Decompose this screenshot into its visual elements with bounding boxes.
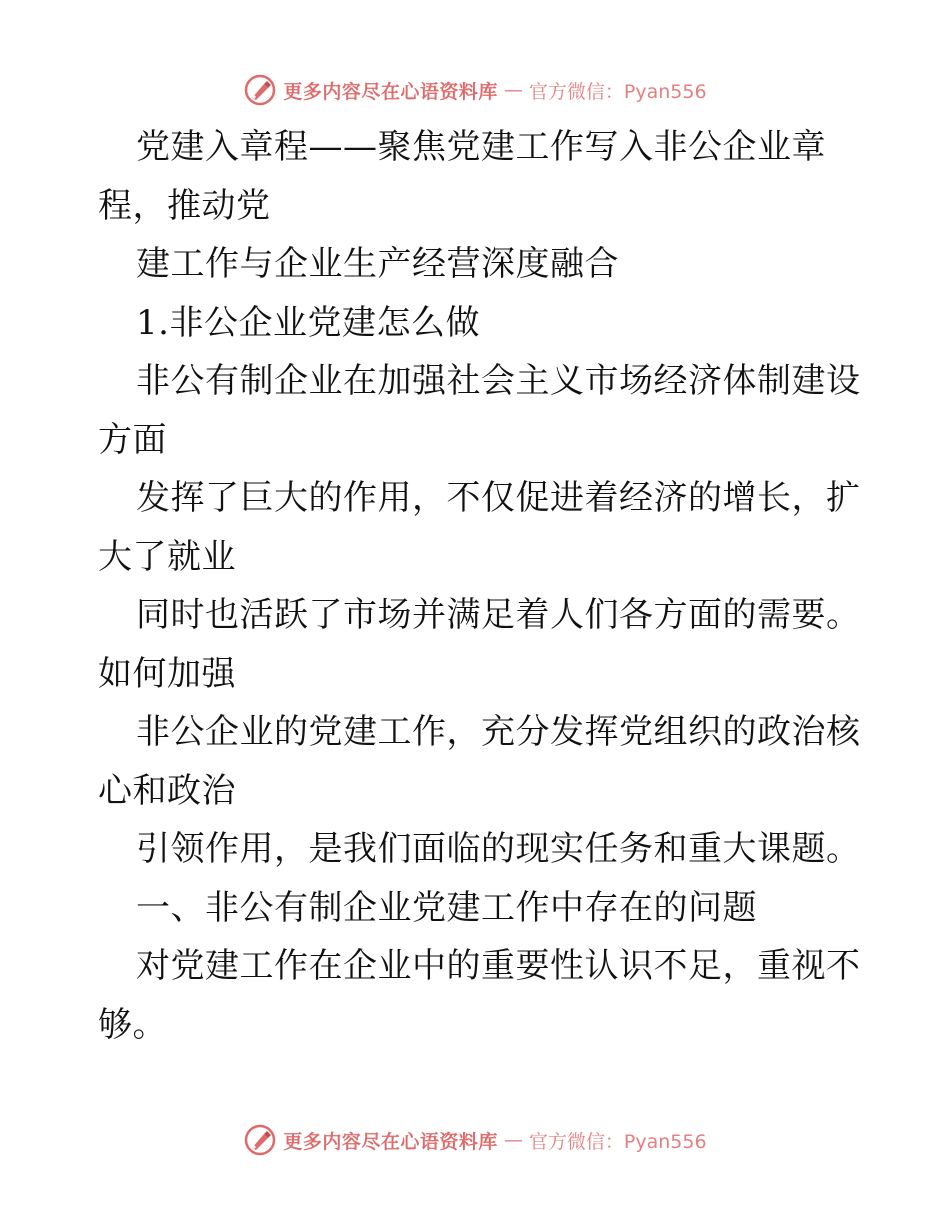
- body-line: 如何加强: [98, 653, 236, 694]
- body-line: 够。: [98, 1004, 167, 1045]
- body-line: 对党建工作在企业中的重要性认识不足，重视不: [136, 946, 861, 986]
- watermark-dash: —: [503, 79, 523, 101]
- header-watermark: [0, 70, 950, 110]
- watermark-dash: —: [503, 1129, 523, 1151]
- body-line: 非公企业的党建工作，充分发挥党组织的政治核: [136, 712, 861, 752]
- pen-logo-icon: [243, 73, 277, 107]
- document-body: [98, 118, 861, 1054]
- watermark-wechat: 官方微信：Pyan556: [528, 1130, 707, 1153]
- body-line: 同时也活跃了市场并满足着人们各方面的需要。: [136, 595, 861, 635]
- body-line: 非公有制企业在加强社会主义市场经济体制建设: [136, 361, 861, 401]
- body-line: 建工作与企业生产经营深度融合: [136, 244, 619, 284]
- watermark-text: 更多内容尽在心语资料库: [283, 1130, 498, 1153]
- body-line: 引领作用，是我们面临的现实任务和重大课题。: [136, 829, 861, 869]
- body-line: 程，推动党: [98, 185, 271, 226]
- footer-watermark: [0, 1120, 950, 1160]
- section-heading: 1.非公企业党建怎么做: [136, 302, 480, 343]
- body-line: 党建入章程——聚焦党建工作写入非公企业章: [136, 127, 826, 167]
- section-heading: 一、非公有制企业党建工作中存在的问题: [136, 887, 757, 928]
- pen-logo-icon: [243, 1123, 277, 1157]
- watermark-text: 更多内容尽在心语资料库: [283, 80, 498, 103]
- body-line: 心和政治: [98, 770, 236, 811]
- body-line: 大了就业: [98, 536, 236, 577]
- watermark-wechat: 官方微信：Pyan556: [528, 80, 707, 103]
- body-line: 方面: [98, 419, 167, 460]
- body-line: 发挥了巨大的作用，不仅促进着经济的增长，扩: [136, 478, 861, 518]
